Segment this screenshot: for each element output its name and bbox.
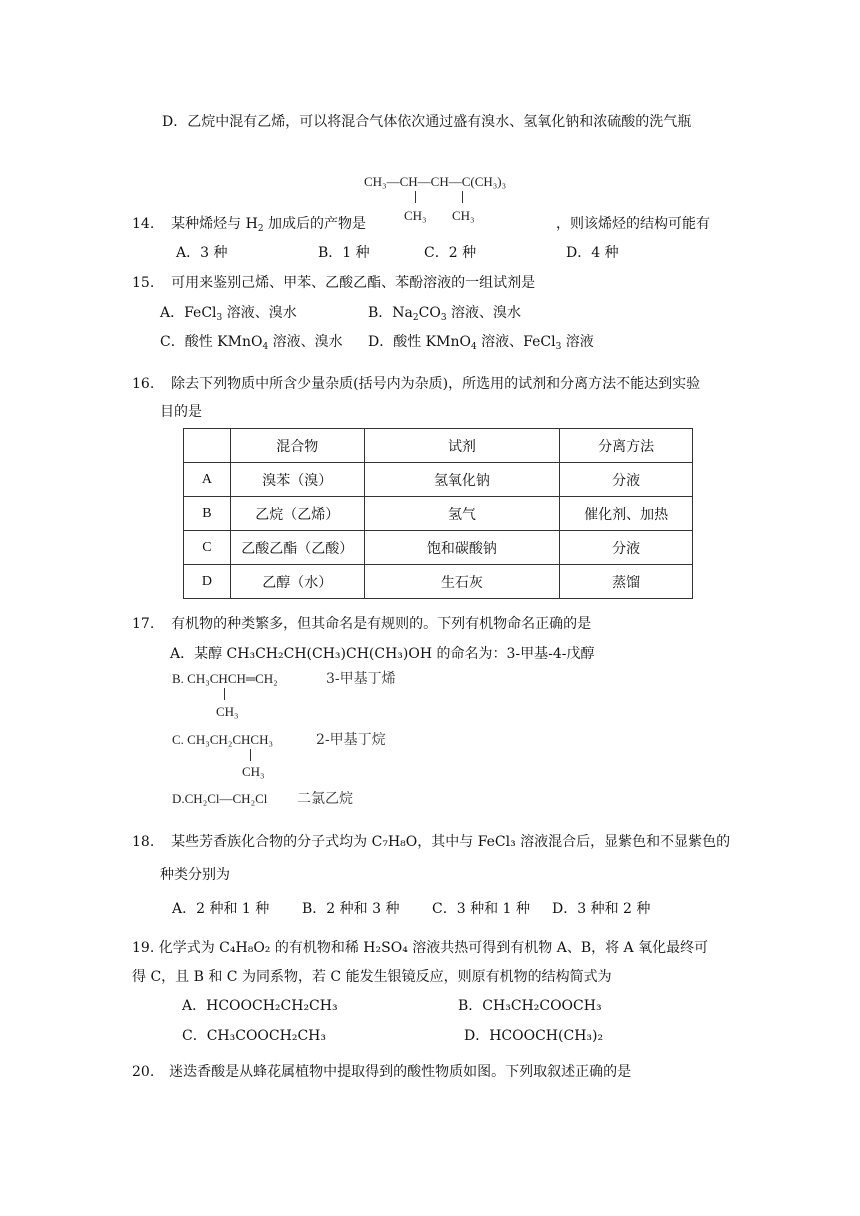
q14-structure-branch-1: CH₃	[404, 208, 427, 223]
table-cell: A	[184, 463, 231, 497]
q14-bond-2	[462, 191, 463, 203]
q15-option-b: B．$Na_2CO_3$ 溶液、溴水	[368, 305, 522, 323]
table-cell: 生石灰	[364, 565, 560, 599]
q16-stem-line-2: 目的是	[160, 404, 202, 420]
q17-option-c-branch: CH₃	[242, 764, 265, 779]
table-cell: 氢氧化钠	[364, 463, 560, 497]
q16-stem-1: 除去下列物质中所含少量杂质(括号内为杂质)，所选用的试剂和分离方法不能达到实验	[171, 376, 701, 392]
q14-bond-1	[415, 191, 416, 203]
q17-option-b-name: 3-甲基丁烯	[326, 671, 396, 687]
q14-option-c: C．2 种	[424, 245, 477, 261]
q20-stem: 迷迭香酸是从蜂花属植物中提取得到的酸性物质如图。下列取叙述正确的是	[169, 1064, 632, 1080]
q19-option-b: B．CH₃CH₂COOCH₃	[458, 998, 602, 1014]
q19-option-d: D．HCOOCH(CH₃)₂	[464, 1028, 604, 1044]
q14-text-end: ，则该烯烃的结构可能有	[556, 216, 710, 232]
q15-stem: 可用来鉴别己烯、甲苯、乙酸乙酯、苯酚溶液的一组试剂是	[171, 275, 536, 291]
q20-number: 20.	[132, 1064, 155, 1080]
q18-option-a: A．2 种和 1 种	[172, 901, 270, 917]
q17-option-b-bond	[224, 688, 225, 700]
q18-option-c: C．3 种和 1 种	[432, 901, 530, 917]
q14-option-d: D．4 种	[566, 245, 619, 261]
q17-option-c-name: 2-甲基丁烷	[316, 732, 386, 748]
q16-stem-line-1	[132, 375, 700, 393]
q15-option-a: A．FeCl$_3$ 溶液、溴水	[160, 305, 297, 323]
table-header-cell: 分离方法	[560, 429, 693, 463]
q20-stem-line	[132, 1063, 631, 1081]
q16-table	[183, 428, 693, 599]
q14-option-b: B．1 种	[318, 245, 370, 261]
q18-stem-line-1	[132, 833, 730, 851]
q14-structure-main: CH₃—CH—CH—C(CH₃)₃	[364, 174, 507, 189]
table-cell: 溴苯（溴）	[230, 463, 364, 497]
table-header-cell: 混合物	[230, 429, 364, 463]
q15-stem-line	[132, 274, 535, 292]
q15-option-d: D．酸性 KMnO$_4$ 溶液、FeCl$_3$ 溶液	[368, 334, 594, 352]
q17-number: 17.	[132, 616, 155, 632]
q16-number: 16.	[132, 376, 155, 392]
table-cell: 分液	[560, 463, 693, 497]
q18-stem-line-2: 种类分别为	[160, 867, 230, 883]
q18-number: 18.	[132, 834, 155, 850]
table-cell: D	[184, 565, 231, 599]
table-cell: 乙醇（水）	[230, 565, 364, 599]
table-cell: B	[184, 497, 231, 531]
table-row	[184, 463, 693, 497]
table-cell: 乙酸乙酯（乙酸）	[230, 531, 364, 565]
q19-option-c: C．CH₃COOCH₂CH₃	[182, 1028, 326, 1044]
q17-option-a: A．某醇 CH₃CH₂CH(CH₃)CH(CH₃)OH 的命名为：3-甲基-4-戊醇	[170, 646, 595, 662]
q14-text-sub: 2	[257, 224, 264, 234]
table-cell: 乙烷（乙烯）	[230, 497, 364, 531]
q13-option-d: D．乙烷中混有乙烯，可以将混合气体依次通过盛有溴水、氢氧化钠和浓硫酸的洗气瓶	[162, 114, 692, 130]
q18-option-b: B．2 种和 3 种	[302, 901, 400, 917]
table-row	[184, 497, 693, 531]
table-cell: 饱和碳酸钠	[364, 531, 560, 565]
q17-option-b-formula: B. CH₃CHCH═CH₂	[172, 671, 278, 686]
q19-stem-line-1	[132, 939, 708, 957]
q18-option-d: D．3 种和 2 种	[552, 901, 651, 917]
q19-stem-1: 化学式为 C₄H₈O₂ 的有机物和稀 H₂SO₄ 溶液共热可得到有机物 A、B，将 A 氧化最终可	[158, 940, 709, 956]
table-row	[184, 531, 693, 565]
q14-text-before: 某种烯烃与 H	[171, 216, 258, 232]
table-cell: C	[184, 531, 231, 565]
q17-option-b-branch: CH₃	[216, 704, 239, 719]
table-row	[184, 565, 693, 599]
q17-stem: 有机物的种类繁多，但其命名是有规则的。下列有机物命名正确的是	[171, 616, 592, 632]
table-cell: 氢气	[364, 497, 560, 531]
q17-option-d-formula: D.CH₂Cl—CH₂Cl	[172, 791, 268, 806]
q14-stem	[132, 215, 366, 233]
q14-text-after: 加成后的产物是	[263, 216, 367, 232]
q15-number: 15.	[132, 275, 155, 291]
table-header-cell	[184, 429, 231, 463]
table-cell: 蒸馏	[560, 565, 693, 599]
q17-stem-line	[132, 615, 591, 633]
table-header-cell: 试剂	[364, 429, 560, 463]
q14-number: 14.	[132, 216, 155, 232]
q19-stem-line-2: 得 C，且 B 和 C 为同系物，若 C 能发生银镜反应，则原有机物的结构简式为	[132, 969, 612, 985]
table-cell: 催化剂、加热	[560, 497, 693, 531]
q17-option-c-formula: C. CH₃CH₂CHCH₃	[172, 732, 274, 747]
q17-option-d-name: 二氯乙烷	[297, 791, 353, 807]
q15-option-c: C．酸性 KMnO$_4$ 溶液、溴水	[160, 334, 343, 352]
q19-number: 19.	[132, 940, 155, 956]
q14-option-a: A．3 种	[176, 245, 228, 261]
table-header-row	[184, 429, 693, 463]
table-cell: 分液	[560, 531, 693, 565]
q18-stem-1: 某些芳香族化合物的分子式均为 C₇H₈O，其中与 FeCl₃ 溶液混合后，显紫色和不显紫色的	[171, 834, 731, 850]
q14-structure-branch-2: CH₃	[452, 208, 475, 223]
q19-option-a: A．HCOOCH₂CH₂CH₃	[182, 998, 338, 1014]
q17-option-c-bond	[250, 749, 251, 761]
